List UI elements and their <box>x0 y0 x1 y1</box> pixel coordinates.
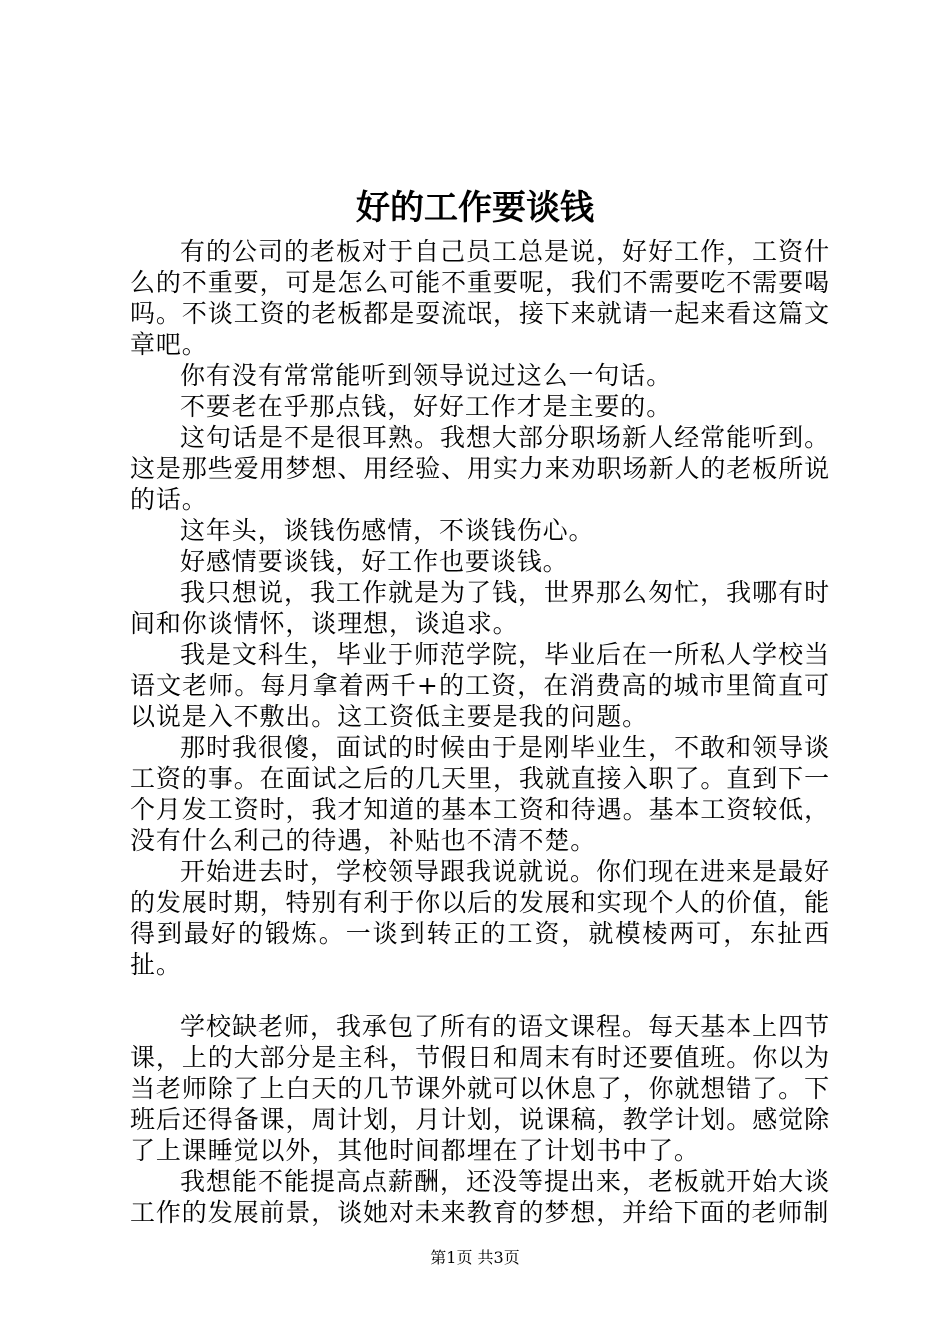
paragraph-3: 不要老在乎那点钱，好好工作才是主要的。 <box>180 392 673 421</box>
paragraph-11: 学校缺老师，我承包了所有的语文课程。每天基本上四节课，上的大部分是主科，节假日和周末有时还要值班。你以为当老师除了上白天的几节课外就可以休息了，你就想错了。下班后还得备课，周计划，月计划，说课稿，教学计划。感觉除了上课睡觉以外，其他时间都埋在了计划书中了。 <box>130 1012 830 1165</box>
paragraph-10: 开始进去时，学校领导跟我说就说。你们现在进来是最好的发展时期，特别有利于你以后的发展和实现个人的价值，能得到最好的锻炼。一谈到转正的工资，就模棱两可，东扯西扯。 <box>130 857 830 979</box>
paragraph-7: 我只想说，我工作就是为了钱，世界那么匆忙，我哪有时间和你谈情怀，谈理想，谈追求。 <box>130 578 830 638</box>
page-footer: 第1页 共3页 <box>430 1248 520 1267</box>
paragraph-gap <box>130 980 830 1011</box>
paragraph-9: 那时我很傻，面试的时候由于是刚毕业生，不敢和领导谈工资的事。在面试之后的几天里，我就直接入职了。直到下一个月发工资时，我才知道的基本工资和待遇。基本工资较低，没有什么利己的待遇，补贴也不清不楚。 <box>130 733 830 855</box>
document-title: 好的工作要谈钱 <box>356 188 594 228</box>
document-body <box>130 236 830 1228</box>
paragraph-8: 我是文科生，毕业于师范学院，毕业后在一所私人学校当语文老师。每月拿着两千+的工资，在消费高的城市里简直可以说是入不敷出。这工资低主要是我的问题。 <box>130 640 830 731</box>
paragraph-1: 有的公司的老板对于自己员工总是说，好好工作，工资什么的不重要，可是怎么可能不重要呢，我们不需要吃不需要喝吗。不谈工资的老板都是耍流氓，接下来就请一起来看这篇文章吧。 <box>130 237 830 359</box>
paragraph-12: 我想能不能提高点薪酬，还没等提出来，老板就开始大谈工作的发展前景，谈她对未来教育的梦想，并给下面的老师制 <box>130 1167 830 1227</box>
paragraph-2: 你有没有常常能听到领导说过这么一句话。 <box>180 361 673 390</box>
paragraph-4: 这句话是不是很耳熟。我想大部分职场新人经常能听到。这是那些爱用梦想、用经验、用实力来劝职场新人的老板所说的话。 <box>130 423 830 514</box>
paragraph-6: 好感情要谈钱，好工作也要谈钱。 <box>180 547 569 576</box>
paragraph-5: 这年头，谈钱伤感情，不谈钱伤心。 <box>180 516 595 545</box>
